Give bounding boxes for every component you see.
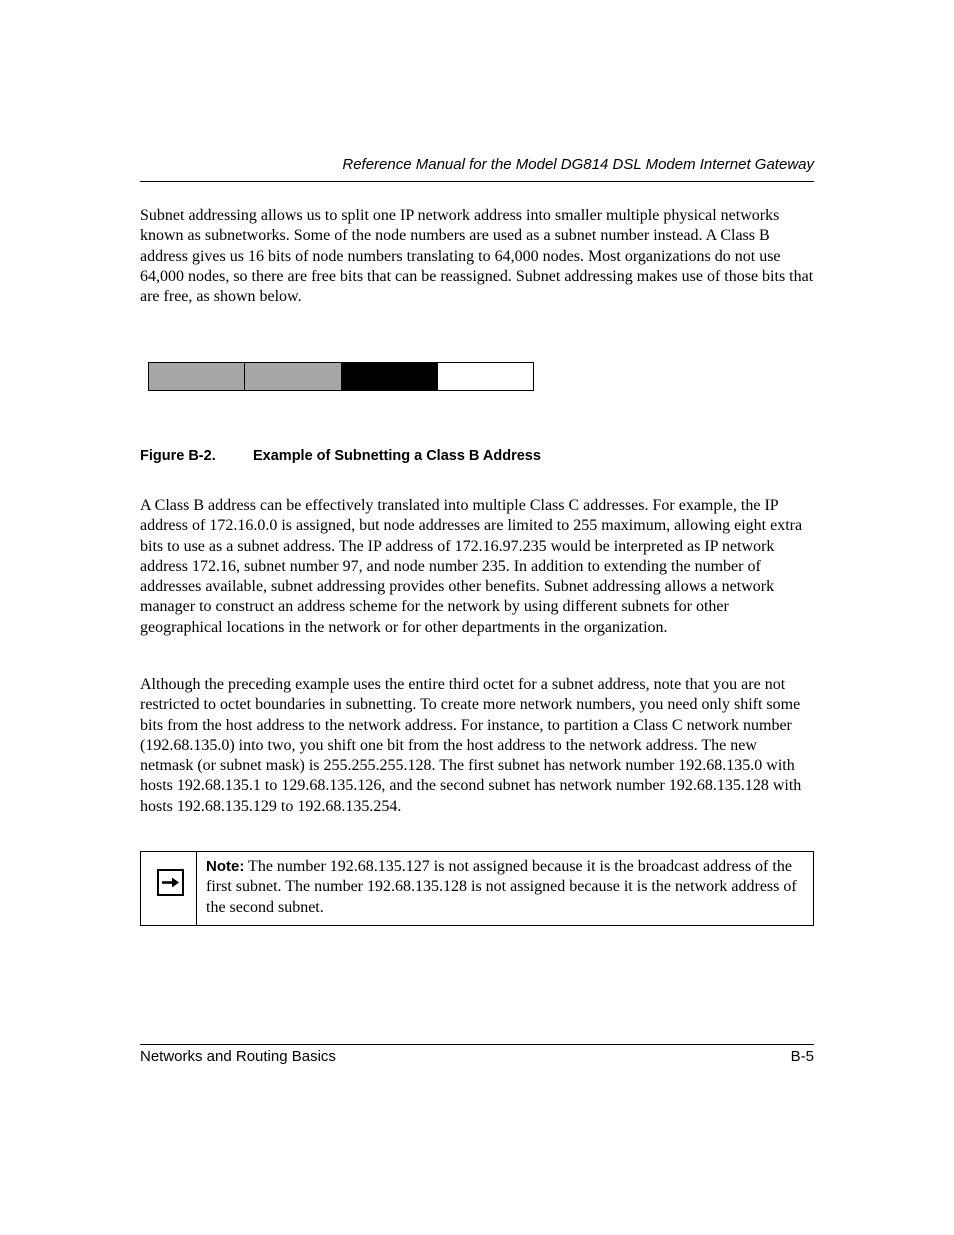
octet-2-network-segment xyxy=(244,363,340,390)
note-text xyxy=(206,857,810,918)
subnet-address-diagram xyxy=(148,362,534,391)
arrow-right-icon xyxy=(157,869,184,896)
footer-section-title: Networks and Routing Basics xyxy=(140,1048,336,1065)
header-rule xyxy=(140,181,814,182)
note-icon-cell xyxy=(141,852,197,925)
running-header-title: Reference Manual for the Model DG814 DSL Modem Internet Gateway xyxy=(342,156,814,173)
note-box xyxy=(140,851,814,926)
paragraph-subnet-intro: Subnet addressing allows us to split one IP network address into smaller multiple physical networks known as subnetworks. Some of the node numbers are used as a subnet number instead. A Class B address gives us 16 bits of node numbers translating to 64,000 nodes. Most organizations do not use 64,000 nodes, so there are free bits that can be reassigned. Subnet addressing makes use of those bits that are free, as shown below. xyxy=(140,207,814,306)
octet-1-network-segment xyxy=(149,363,244,390)
octet-3-subnet-segment xyxy=(341,363,437,390)
figure-title: Example of Subnetting a Class B Address xyxy=(253,448,541,464)
note-label: Note: xyxy=(206,858,245,875)
figure-caption xyxy=(140,447,541,465)
paragraph-octet-boundaries: Although the preceding example uses the entire third octet for a subnet address, note that you are not restricted to octet boundaries in subnetting. To create more network numbers, you need only shift some bits from the host address to the network address. For instance, to partition a Class C network number (192.68.135.0) into two, you shift one bit from the host address to the network address. The new netmask (or subnet mask) is 255.255.255.128. The first subnet has network number 192.68.135.0 with hosts 192.68.135.1 to 129.68.135.126, and the second subnet has network number 192.68.135.128 with hosts 192.68.135.129 to 192.68.135.254. xyxy=(140,676,802,815)
note-body: The number 192.68.135.127 is not assigned because it is the broadcast address of the first subnet. The number 192.68.135.128 is not assigned because it is the network address of the second subnet. xyxy=(206,858,797,916)
paragraph-class-b: A Class B address can be effectively translated into multiple Class C addresses. For example, the IP address of 172.16.0.0 is assigned, but node addresses are limited to 255 maximum, allowing eight extra bits to use as a subnet address. The IP address of 172.16.97.235 would be interpreted as IP network address 172.16, subnet number 97, and node number 235. In addition to extending the number of addresses available, subnet addressing provides other benefits. Subnet addressing allows a network manager to construct an address scheme for the network by using different subnets for other geographical locations in the network or for other departments in the organization. xyxy=(140,497,803,636)
footer-page-number: B-5 xyxy=(790,1048,814,1065)
footer-rule xyxy=(140,1044,814,1045)
figure-number: Figure B-2. xyxy=(140,448,216,464)
octet-4-host-segment xyxy=(437,363,533,390)
